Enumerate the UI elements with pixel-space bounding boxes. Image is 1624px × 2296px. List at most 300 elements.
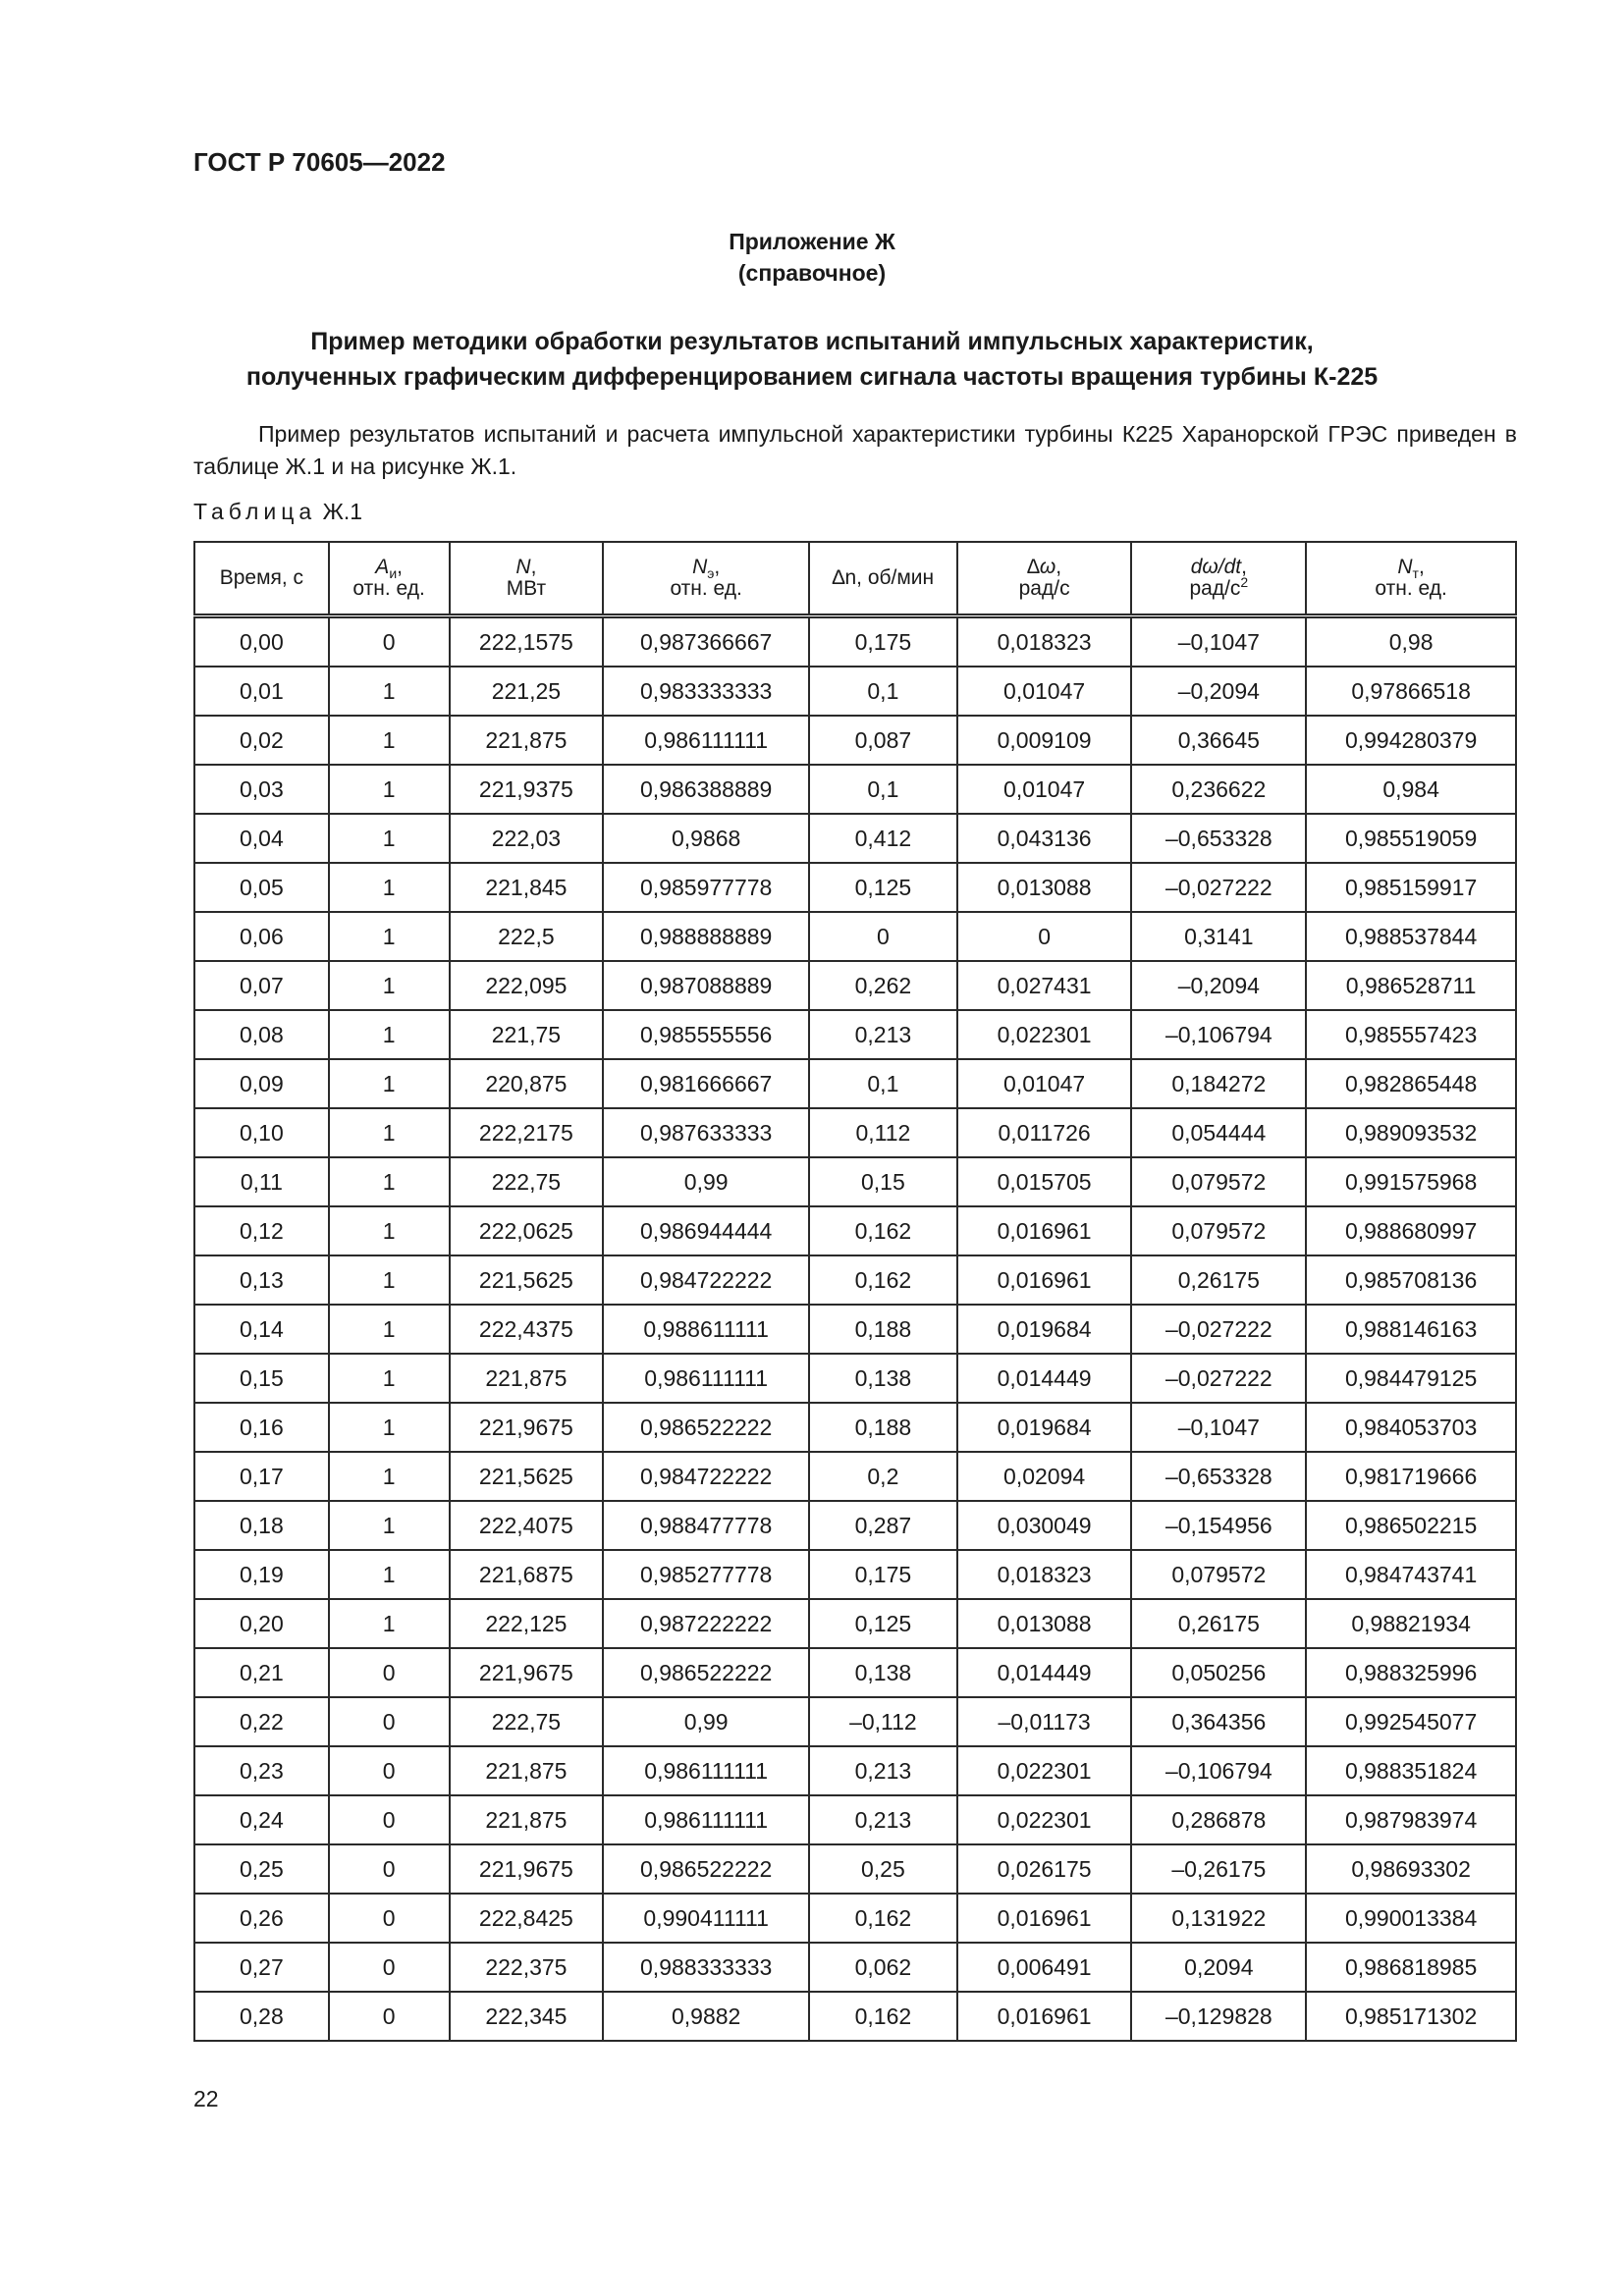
table-row xyxy=(194,716,1516,765)
table-cell: 0 xyxy=(809,912,957,961)
table-cell: 0,984722222 xyxy=(603,1255,809,1305)
table-cell: 0,016961 xyxy=(957,1206,1132,1255)
table-cell: 0,013088 xyxy=(957,863,1132,912)
table-cell: 0,988333333 xyxy=(603,1943,809,1992)
appendix-title xyxy=(177,324,1447,395)
table-cell: 0,985171302 xyxy=(1306,1992,1516,2041)
table-cell: 1 xyxy=(329,1305,450,1354)
table-cell: 0,09 xyxy=(194,1059,329,1108)
table-cell: 0,985977778 xyxy=(603,863,809,912)
appendix-kind: (справочное) xyxy=(737,260,887,286)
table-cell: 0,02094 xyxy=(957,1452,1132,1501)
table-cell: 0,988537844 xyxy=(1306,912,1516,961)
table-cell: 0,184272 xyxy=(1131,1059,1306,1108)
table-cell: 1 xyxy=(329,912,450,961)
header-unit-line xyxy=(1307,578,1515,600)
table-cell: 0,36645 xyxy=(1131,716,1306,765)
table-cell: 221,6875 xyxy=(450,1550,604,1599)
column-header-0 xyxy=(194,542,329,616)
table-cell: 0,01047 xyxy=(957,765,1132,814)
header-symbol-line xyxy=(604,556,808,582)
table-caption xyxy=(193,499,362,525)
table-cell: 1 xyxy=(329,765,450,814)
table-cell: 0,981719666 xyxy=(1306,1452,1516,1501)
table-cell: 0,213 xyxy=(809,1795,957,1844)
table-cell: 0,12 xyxy=(194,1206,329,1255)
table-cell: 0,15 xyxy=(809,1157,957,1206)
table-cell: 0,985557423 xyxy=(1306,1010,1516,1059)
table-cell: 0,13 xyxy=(194,1255,329,1305)
table-cell: 0,986528711 xyxy=(1306,961,1516,1010)
table-cell: 0,06 xyxy=(194,912,329,961)
table-cell: 222,0625 xyxy=(450,1206,604,1255)
intro-paragraph: Пример результатов испытаний и расчета импульсной характеристики турбины К225 Харанорской ГРЭС приведен в таблице Ж.1 и на рисунке Ж.1. xyxy=(193,421,1517,479)
table-cell: 221,9675 xyxy=(450,1844,604,1894)
header-symbol-line xyxy=(1132,557,1305,578)
table-cell: 0,015705 xyxy=(957,1157,1132,1206)
table-cell: 1 xyxy=(329,716,450,765)
table-cell: 0,986388889 xyxy=(603,765,809,814)
table-row xyxy=(194,1697,1516,1746)
header-unit: рад/с xyxy=(1189,577,1241,600)
header-unit: отн. ед. xyxy=(670,577,742,600)
table-cell: –0,1047 xyxy=(1131,616,1306,667)
table-cell: 0,98 xyxy=(1306,616,1516,667)
table-cell: 0,03 xyxy=(194,765,329,814)
table-caption-word: Таблица xyxy=(193,499,317,524)
header-unit-line xyxy=(958,578,1131,600)
table-cell: 0,988611111 xyxy=(603,1305,809,1354)
table-cell: 0,991575968 xyxy=(1306,1157,1516,1206)
table-cell: 0,986111111 xyxy=(603,1746,809,1795)
table-cell: 0,01047 xyxy=(957,667,1132,716)
table-cell: 0,087 xyxy=(809,716,957,765)
table-cell: 0,262 xyxy=(809,961,957,1010)
table-row xyxy=(194,1305,1516,1354)
table-row xyxy=(194,1157,1516,1206)
table-cell: 0,026175 xyxy=(957,1844,1132,1894)
table-cell: 1 xyxy=(329,667,450,716)
table-row xyxy=(194,1943,1516,1992)
table-cell: 0,006491 xyxy=(957,1943,1132,1992)
table-body xyxy=(194,616,1516,2042)
table-cell: 0 xyxy=(329,1943,450,1992)
table-cell: 0,175 xyxy=(809,616,957,667)
header-unit: отн. ед. xyxy=(352,577,425,600)
table-cell: 0,022301 xyxy=(957,1795,1132,1844)
table-row xyxy=(194,863,1516,912)
table-cell: 0,022301 xyxy=(957,1010,1132,1059)
header-symbol-line xyxy=(1307,556,1515,582)
table-cell: 222,03 xyxy=(450,814,604,863)
table-cell: –0,129828 xyxy=(1131,1992,1306,2041)
table-cell: 221,9675 xyxy=(450,1648,604,1697)
table-cell: 0,018323 xyxy=(957,616,1132,667)
table-cell: 0,236622 xyxy=(1131,765,1306,814)
table-cell: 0 xyxy=(329,1697,450,1746)
table-caption-number: Ж.1 xyxy=(322,499,362,524)
table-cell: 0 xyxy=(329,1648,450,1697)
table-cell: 0,98693302 xyxy=(1306,1844,1516,1894)
table-cell: 0,20 xyxy=(194,1599,329,1648)
table-cell: 1 xyxy=(329,1354,450,1403)
table-cell: 0,25 xyxy=(194,1844,329,1894)
table-cell: 221,75 xyxy=(450,1010,604,1059)
table-cell: 221,9375 xyxy=(450,765,604,814)
table-cell: 0,985708136 xyxy=(1306,1255,1516,1305)
header-unit-superscript: 2 xyxy=(1240,574,1249,590)
header-unit-line xyxy=(604,578,808,600)
table-cell: –0,1047 xyxy=(1131,1403,1306,1452)
table-row xyxy=(194,1795,1516,1844)
table-cell: 0,05 xyxy=(194,863,329,912)
table-cell: 222,345 xyxy=(450,1992,604,2041)
table-cell: 1 xyxy=(329,1206,450,1255)
header-symbol: N xyxy=(515,556,531,578)
table-cell: 0,079572 xyxy=(1131,1206,1306,1255)
table-cell: 222,5 xyxy=(450,912,604,961)
header-symbol: dω/dt xyxy=(1190,556,1242,578)
table-cell: 0,08 xyxy=(194,1010,329,1059)
table-cell: 0,986111111 xyxy=(603,1354,809,1403)
table-row xyxy=(194,1059,1516,1108)
table-cell: 0,016961 xyxy=(957,1255,1132,1305)
table-cell: 0,26175 xyxy=(1131,1255,1306,1305)
table-cell: 0,15 xyxy=(194,1354,329,1403)
header-subscript: э xyxy=(707,565,715,582)
table-cell: 0,25 xyxy=(809,1844,957,1894)
header-symbol-line xyxy=(958,557,1131,578)
table-cell: 0,112 xyxy=(809,1108,957,1157)
table-cell: 222,75 xyxy=(450,1697,604,1746)
table-row xyxy=(194,1746,1516,1795)
table-cell: 222,75 xyxy=(450,1157,604,1206)
table-cell: 222,8425 xyxy=(450,1894,604,1943)
data-table xyxy=(193,541,1517,2042)
table-cell: 222,4375 xyxy=(450,1305,604,1354)
table-cell: 0,986944444 xyxy=(603,1206,809,1255)
table-cell: 221,875 xyxy=(450,1795,604,1844)
table-cell: 1 xyxy=(329,1403,450,1452)
column-header-5 xyxy=(957,542,1132,616)
table-cell: 0,988477778 xyxy=(603,1501,809,1550)
table-cell: 0,16 xyxy=(194,1403,329,1452)
header-comma: , xyxy=(530,556,537,578)
title-line-1: Пример методики обработки результатов испытаний импульсных характеристик, xyxy=(310,328,1314,355)
table-cell: 0,9868 xyxy=(603,814,809,863)
appendix-label: Приложение Ж xyxy=(729,229,895,254)
table-cell: 221,25 xyxy=(450,667,604,716)
table-cell: 0,19 xyxy=(194,1550,329,1599)
table-cell: 0,01047 xyxy=(957,1059,1132,1108)
table-cell: 0,213 xyxy=(809,1746,957,1795)
table-cell: 0,988146163 xyxy=(1306,1305,1516,1354)
table-cell: 222,4075 xyxy=(450,1501,604,1550)
table-cell: 0,98821934 xyxy=(1306,1599,1516,1648)
table-cell: 0,188 xyxy=(809,1403,957,1452)
table-cell: 0,988351824 xyxy=(1306,1746,1516,1795)
table-header-row xyxy=(194,542,1516,616)
table-cell: –0,106794 xyxy=(1131,1746,1306,1795)
table-cell: 1 xyxy=(329,1452,450,1501)
table-row xyxy=(194,1844,1516,1894)
header-unit: МВт xyxy=(506,577,547,600)
column-header-6 xyxy=(1131,542,1306,616)
table-row xyxy=(194,1501,1516,1550)
table-cell: 1 xyxy=(329,863,450,912)
table-cell: 222,375 xyxy=(450,1943,604,1992)
table-cell: 222,125 xyxy=(450,1599,604,1648)
table-cell: –0,2094 xyxy=(1131,961,1306,1010)
column-header-4 xyxy=(809,542,957,616)
table-row xyxy=(194,1255,1516,1305)
table-cell: 0 xyxy=(329,1795,450,1844)
table-cell: –0,653328 xyxy=(1131,1452,1306,1501)
table-cell: 0,213 xyxy=(809,1010,957,1059)
table-row xyxy=(194,667,1516,716)
header-comma: , xyxy=(714,556,721,578)
table-cell: 1 xyxy=(329,1255,450,1305)
table-row xyxy=(194,961,1516,1010)
table-cell: 0,23 xyxy=(194,1746,329,1795)
table-cell: 0,984053703 xyxy=(1306,1403,1516,1452)
table-cell: 0,079572 xyxy=(1131,1157,1306,1206)
table-cell: 1 xyxy=(329,1010,450,1059)
table-cell: 0,175 xyxy=(809,1550,957,1599)
table-cell: 222,1575 xyxy=(450,616,604,667)
header-symbol: ∆ω xyxy=(1027,556,1056,578)
table-cell: 1 xyxy=(329,1599,450,1648)
table-cell: 1 xyxy=(329,1059,450,1108)
table-cell: 222,2175 xyxy=(450,1108,604,1157)
table-cell: 0,1 xyxy=(809,765,957,814)
column-header-1 xyxy=(329,542,450,616)
table-cell: 0,054444 xyxy=(1131,1108,1306,1157)
column-header-3 xyxy=(603,542,809,616)
table-cell: 0,984 xyxy=(1306,765,1516,814)
table-cell: 0,985519059 xyxy=(1306,814,1516,863)
table-cell: 221,875 xyxy=(450,1354,604,1403)
table-cell: 0,131922 xyxy=(1131,1894,1306,1943)
header-unit-line xyxy=(1132,574,1305,600)
table-row xyxy=(194,1403,1516,1452)
table-cell: 0,990411111 xyxy=(603,1894,809,1943)
table-cell: 0,02 xyxy=(194,716,329,765)
table-cell: 0,011726 xyxy=(957,1108,1132,1157)
table-cell: 0,412 xyxy=(809,814,957,863)
table-cell: 0,188 xyxy=(809,1305,957,1354)
table-cell: 221,5625 xyxy=(450,1452,604,1501)
table-cell: –0,653328 xyxy=(1131,814,1306,863)
table-cell: 0,162 xyxy=(809,1255,957,1305)
table-cell: 221,875 xyxy=(450,1746,604,1795)
table-cell: 0,2 xyxy=(809,1452,957,1501)
table-cell: 0,984722222 xyxy=(603,1452,809,1501)
table-cell: 0 xyxy=(329,1992,450,2041)
table-cell: 0 xyxy=(329,1894,450,1943)
table-cell: 0,9882 xyxy=(603,1992,809,2041)
title-line-2: полученных графическим дифференцированием сигнала частоты вращения турбины К-225 xyxy=(245,363,1379,391)
table-cell: 0,986522222 xyxy=(603,1403,809,1452)
header-comma: , xyxy=(1241,556,1247,578)
table-cell: 0,981666667 xyxy=(603,1059,809,1108)
table-cell: 0,10 xyxy=(194,1108,329,1157)
table-cell: 0,1 xyxy=(809,1059,957,1108)
table-cell: 0,97866518 xyxy=(1306,667,1516,716)
table-cell: 0,138 xyxy=(809,1354,957,1403)
page-number: 22 xyxy=(193,2086,219,2111)
table-cell: 1 xyxy=(329,1108,450,1157)
table-cell: 0,04 xyxy=(194,814,329,863)
table-cell: 0,138 xyxy=(809,1648,957,1697)
table-cell: –0,027222 xyxy=(1131,1354,1306,1403)
header-comma: , xyxy=(1056,556,1062,578)
table-cell: 0,022301 xyxy=(957,1746,1132,1795)
table-cell: 0,987983974 xyxy=(1306,1795,1516,1844)
table-cell: 1 xyxy=(329,961,450,1010)
header-subscript: т xyxy=(1412,565,1419,582)
table-row xyxy=(194,814,1516,863)
header-subscript: и xyxy=(389,565,398,582)
table-cell: 0,24 xyxy=(194,1795,329,1844)
table-cell: –0,26175 xyxy=(1131,1844,1306,1894)
table-cell: 0,050256 xyxy=(1131,1648,1306,1697)
header-symbol: A xyxy=(375,556,390,578)
table-cell: 0 xyxy=(329,1844,450,1894)
table-cell: 0,987366667 xyxy=(603,616,809,667)
table-cell: 0,016961 xyxy=(957,1894,1132,1943)
table-cell: 1 xyxy=(329,814,450,863)
table-cell: 0,125 xyxy=(809,863,957,912)
header-symbol-line xyxy=(451,557,603,578)
table-cell: 0,1 xyxy=(809,667,957,716)
table-cell: –0,027222 xyxy=(1131,1305,1306,1354)
table-cell: 0,986111111 xyxy=(603,1795,809,1844)
header-unit: отн. ед. xyxy=(1375,577,1447,600)
table-cell: 0 xyxy=(329,616,450,667)
table-cell: 1 xyxy=(329,1550,450,1599)
table-cell: 0,01 xyxy=(194,667,329,716)
table-cell: 0,013088 xyxy=(957,1599,1132,1648)
table-cell: 0,988680997 xyxy=(1306,1206,1516,1255)
table-cell: 0,018323 xyxy=(957,1550,1132,1599)
table-row xyxy=(194,1550,1516,1599)
table-cell: 0,26175 xyxy=(1131,1599,1306,1648)
table-row xyxy=(194,1108,1516,1157)
table-cell: 0,990013384 xyxy=(1306,1894,1516,1943)
table-cell: 0,062 xyxy=(809,1943,957,1992)
header-unit: рад/с xyxy=(1018,577,1070,600)
table-cell: 221,9675 xyxy=(450,1403,604,1452)
table-cell: 0,987222222 xyxy=(603,1599,809,1648)
table-cell: 0,21 xyxy=(194,1648,329,1697)
table-cell: 0,985159917 xyxy=(1306,863,1516,912)
table-cell: 220,875 xyxy=(450,1059,604,1108)
table-cell: 0 xyxy=(957,912,1132,961)
table-cell: 0,079572 xyxy=(1131,1550,1306,1599)
table-cell: 0,00 xyxy=(194,616,329,667)
table-cell: 221,845 xyxy=(450,863,604,912)
table-cell: 0,984479125 xyxy=(1306,1354,1516,1403)
header-symbol: N xyxy=(1397,556,1413,578)
table-row xyxy=(194,1992,1516,2041)
table-cell: –0,106794 xyxy=(1131,1010,1306,1059)
table-row xyxy=(194,1894,1516,1943)
table-cell: 0,027431 xyxy=(957,961,1132,1010)
table-cell: 221,875 xyxy=(450,716,604,765)
column-header-2 xyxy=(450,542,604,616)
table-cell: 0,987088889 xyxy=(603,961,809,1010)
table-cell: 0,28 xyxy=(194,1992,329,2041)
table-cell: 0,162 xyxy=(809,1894,957,1943)
table-cell: 0,987633333 xyxy=(603,1108,809,1157)
table-cell: 0,27 xyxy=(194,1943,329,1992)
table-cell: 1 xyxy=(329,1501,450,1550)
table-cell: 0,983333333 xyxy=(603,667,809,716)
table-cell: 0,18 xyxy=(194,1501,329,1550)
header-label: Время, с xyxy=(219,566,304,589)
table-cell: 0,992545077 xyxy=(1306,1697,1516,1746)
table-cell: 0,14 xyxy=(194,1305,329,1354)
table-row xyxy=(194,765,1516,814)
table-cell: 0,99 xyxy=(603,1697,809,1746)
column-header-7 xyxy=(1306,542,1516,616)
table-cell: –0,2094 xyxy=(1131,667,1306,716)
table-cell: 0,014449 xyxy=(957,1354,1132,1403)
table-cell: 0,287 xyxy=(809,1501,957,1550)
table-cell: 0,988325996 xyxy=(1306,1648,1516,1697)
table-row xyxy=(194,1648,1516,1697)
table-cell: 0,030049 xyxy=(957,1501,1132,1550)
table-cell: 0,988888889 xyxy=(603,912,809,961)
table-cell: –0,027222 xyxy=(1131,863,1306,912)
table-row xyxy=(194,1206,1516,1255)
table-cell: 222,095 xyxy=(450,961,604,1010)
header-unit-line xyxy=(451,578,603,600)
table-cell: 0,286878 xyxy=(1131,1795,1306,1844)
table-row xyxy=(194,616,1516,667)
header-symbol-line xyxy=(330,556,449,582)
table-cell: 0,17 xyxy=(194,1452,329,1501)
table-row xyxy=(194,1599,1516,1648)
table-cell: 0,043136 xyxy=(957,814,1132,863)
table-cell: 0,2094 xyxy=(1131,1943,1306,1992)
table-cell: 0,985555556 xyxy=(603,1010,809,1059)
header-unit-line xyxy=(330,578,449,600)
table-cell: 0,986111111 xyxy=(603,716,809,765)
table-cell: 0,989093532 xyxy=(1306,1108,1516,1157)
header-label: ∆n, об/мин xyxy=(832,566,935,589)
table-cell: 0,26 xyxy=(194,1894,329,1943)
table-cell: –0,112 xyxy=(809,1697,957,1746)
table-cell: 0,986522222 xyxy=(603,1648,809,1697)
table-cell: 0,984743741 xyxy=(1306,1550,1516,1599)
table-row xyxy=(194,1010,1516,1059)
table-cell: 0,125 xyxy=(809,1599,957,1648)
table-cell: 0,982865448 xyxy=(1306,1059,1516,1108)
table-row xyxy=(194,1354,1516,1403)
table-cell: 0,3141 xyxy=(1131,912,1306,961)
standard-designation: ГОСТ Р 70605—2022 xyxy=(193,147,446,177)
table-cell: 0,99 xyxy=(603,1157,809,1206)
header-symbol: N xyxy=(692,556,708,578)
table-cell: 0,07 xyxy=(194,961,329,1010)
table-cell: 0,985277778 xyxy=(603,1550,809,1599)
header-comma: , xyxy=(397,556,403,578)
table-cell: 0 xyxy=(329,1746,450,1795)
table-row xyxy=(194,1452,1516,1501)
table-row xyxy=(194,912,1516,961)
